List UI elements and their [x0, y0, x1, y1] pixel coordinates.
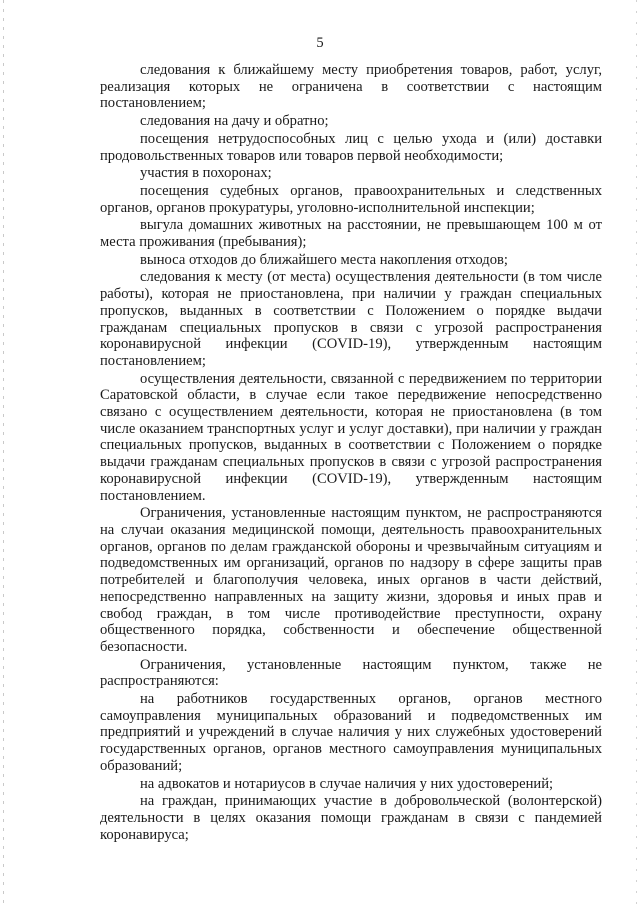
paragraph-item: выноса отходов до ближайшего места накопления отходов; [140, 251, 508, 268]
paragraph-item: выгула домашних животных на расстоянии, не превышающем 100 м от места проживания (пребывания); [100, 217, 602, 251]
scan-edge-right [636, 0, 637, 905]
paragraph-item: следования к месту (от места) осуществления деятельности (в том числе работы), которая не приостановлена, при наличии у граждан специальных пропусков, выданных в соответствии с Положением о порядке выдачи гражданам специальных пропусков в связи с угрозой распространения коронавирусной инфекции (COVID-19), утвержденным настоящим постановлением; [100, 269, 602, 369]
paragraph-item: участия в похоронах; [140, 165, 272, 182]
paragraph-item: на граждан, принимающих участие в добровольческой (волонтерской) деятельности в целях оказания помощи гражданам в связи с пандемией коронавируса; [100, 793, 602, 843]
paragraph-item: посещения судебных органов, правоохранительных и следственных органов, органов прокуратуры, уголовно-исполнительной инспекции; [100, 182, 602, 216]
paragraph-item: посещения нетрудоспособных лиц с целью ухода и (или) доставки продовольственных товаров или товаров первой необходимости; [100, 130, 602, 164]
paragraph-item: Ограничения, установленные настоящим пунктом, также не распространяются: [100, 656, 602, 690]
scan-edge-left [3, 0, 4, 905]
paragraph-item: следования на дачу и обратно; [140, 113, 329, 130]
paragraph-item: осуществления деятельности, связанной с передвижением по территории Саратовской области, в случае если такое передвижение непосредственно связано с осуществлением деятельности, которая не приостановлена (в том числе оказанием транспортных услуг и услуг доставки), при наличии у граждан специальных пропусков, выданных в соответствии с Положением о порядке выдачи гражданам специальных пропусков в связи с угрозой распространения коронавирусной инфекции (COVID-19), утвержденным настоящим постановлением. [100, 370, 602, 504]
paragraph-item: на работников государственных органов, органов местного самоуправления муниципальных образований и подведомственных им предприятий и учреждений в случае наличия у них служебных удостоверений государственных органов, органов местного самоуправления муниципальных образований; [100, 691, 602, 774]
document-body [100, 62, 602, 843]
paragraph-item: Ограничения, установленные настоящим пунктом, не распространяются на случаи оказания медицинской помощи, деятельность правоохранительных органов, органов по делам гражданской обороны и чрезвычайным ситуациям и подведомственных им организаций, органов по надзору в сфере защиты прав потребителей и благополучия человека, иных органов в части действий, непосредственно направленных на защиту жизни, здоровья и иных прав и свобод граждан, в том числе противодействие преступности, охрану общественного порядка, собственности и обеспечение общественной безопасности. [100, 505, 602, 655]
paragraph-item: на адвокатов и нотариусов в случае наличия у них удостоверений; [140, 775, 554, 792]
paragraph-item: следования к ближайшему месту приобретения товаров, работ, услуг, реализация которых не ограничена в соответствии с настоящим постановлением; [100, 62, 602, 112]
page-number: 5 [316, 35, 324, 51]
